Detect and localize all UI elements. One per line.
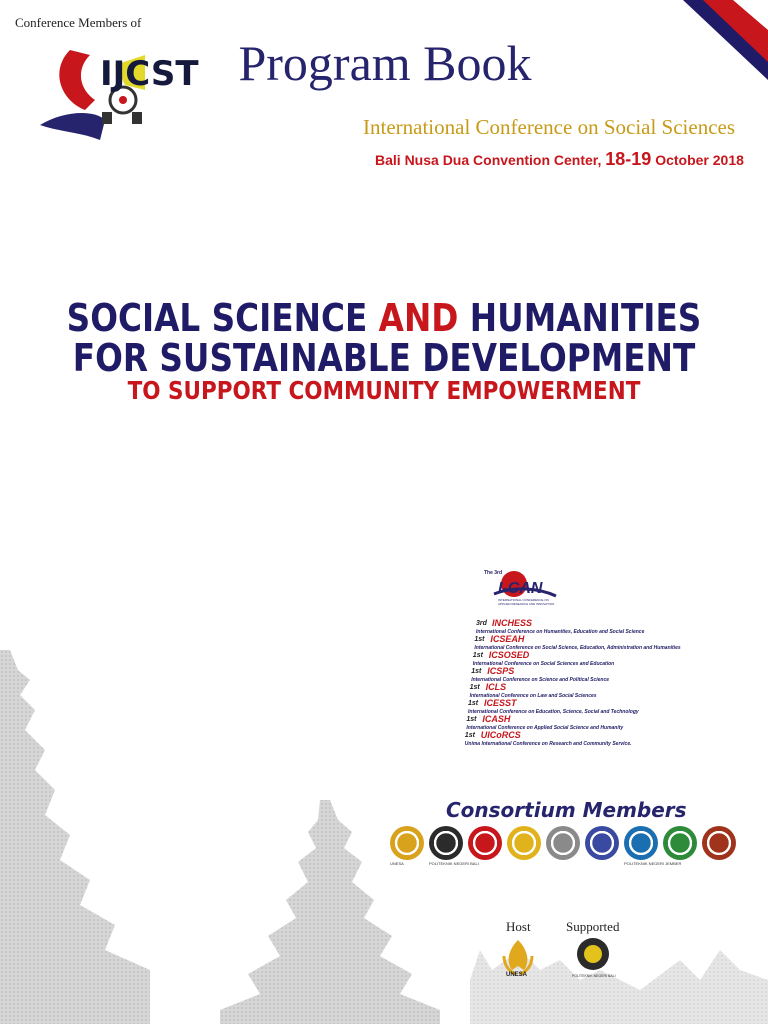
venue-name: Bali Nusa Dua Convention Center, — [375, 152, 606, 168]
headline-line-1 — [54, 296, 714, 340]
conference-name: International Conference on Social Sciences — [363, 115, 736, 139]
conference-abbreviation: UICoRCS — [480, 730, 521, 740]
conference-members-label: Conference Members of — [15, 15, 142, 30]
conference-ordinal: 1st — [468, 700, 479, 707]
page-title — [0, 34, 768, 92]
conference-ordinal: 1st — [469, 684, 480, 691]
conference-ordinal: 1st — [466, 716, 477, 723]
conference-description: International Conference on Law and Social Sciences — [469, 693, 597, 699]
conference-description: International Conference on Humanities, Education and Social Science — [476, 629, 645, 635]
consortium-member-caption: UNESA — [390, 861, 404, 866]
logo-text: IJCST — [100, 54, 199, 94]
conference-abbreviation: ICASH — [482, 714, 511, 724]
program-book-title: Program Book — [238, 35, 532, 91]
conference-ordinal: 1st — [474, 636, 485, 643]
headline-line-3: TO SUPPORT COMMUNITY EMPOWERMENT — [127, 376, 641, 405]
consortium-member-emblem — [546, 826, 580, 860]
conference-description: International Conference on Social Science, Education, Administration and Humanities — [474, 645, 681, 651]
consortium-emblems — [390, 826, 740, 866]
consortium-member-caption: POLITEKNIK NEGERI JEMBER — [624, 861, 682, 866]
consortium-member-emblem — [702, 826, 736, 860]
consortium-title: Consortium Members — [446, 798, 687, 822]
consortium-member-emblem — [429, 826, 463, 860]
headline-part-1: SOCIAL SCIENCE — [66, 296, 379, 340]
ican-name: I-CAN — [498, 580, 543, 597]
headline-line-2: FOR SUSTAINABLE DEVELOPMENT — [72, 336, 696, 380]
venue-line — [375, 149, 744, 170]
host-label: Host — [506, 919, 531, 934]
conference-description: International Conference on Social Sciences and Education — [472, 661, 615, 667]
supported-emblem-icon — [575, 936, 611, 972]
headline-and: AND — [378, 296, 459, 340]
conference-description: International Conference on Education, Science, Social and Technology — [468, 709, 639, 715]
consortium-member-emblem — [468, 826, 502, 860]
host-emblem-caption: UNESA — [506, 972, 528, 978]
consortium-member-emblem — [390, 826, 424, 860]
supported-emblem-caption: POLITEKNIK NEGERI BALI — [572, 974, 616, 978]
conference-ordinal: 1st — [472, 652, 483, 659]
supported-label: Supported — [566, 919, 620, 934]
conference-abbreviation: ICSEAH — [490, 634, 525, 644]
conference-ordinal: 1st — [471, 668, 482, 675]
venue-dates: 18-19 — [605, 149, 652, 169]
consortium-member-emblem — [585, 826, 619, 860]
conference-abbreviation: ICSPS — [487, 666, 515, 676]
conference-ordinal: 3rd — [476, 620, 487, 627]
consortium-member-emblem — [624, 826, 658, 860]
conference-abbreviation: ICLS — [485, 682, 507, 692]
ican-ordinal: The 3rd — [484, 570, 503, 576]
conference-description: Unima International Conference on Research and Community Service. — [464, 741, 632, 747]
conference-ordinal: 1st — [464, 732, 475, 739]
consortium-member-caption: POLITEKNIK NEGERI BALI — [429, 861, 479, 866]
conference-description: International Conference on Applied Social Science and Humanity — [466, 725, 624, 731]
conference-abbreviation: ICESST — [484, 698, 517, 708]
venue-month: October 2018 — [651, 152, 744, 168]
conference-abbreviation: ICSOSED — [488, 650, 530, 660]
consortium-member-emblem — [663, 826, 697, 860]
headline-part-2: HUMANITIES — [458, 296, 702, 340]
conference-abbreviation: INCHESS — [492, 618, 533, 628]
conference-description: International Conference on Science and Political Science — [471, 677, 610, 683]
ican-caption: INTERNATIONAL CONFERENCE ON APPLIED RESEARCH AND INNOVATION — [498, 598, 555, 606]
consortium-member-emblem — [507, 826, 541, 860]
ican-logo — [484, 566, 564, 608]
